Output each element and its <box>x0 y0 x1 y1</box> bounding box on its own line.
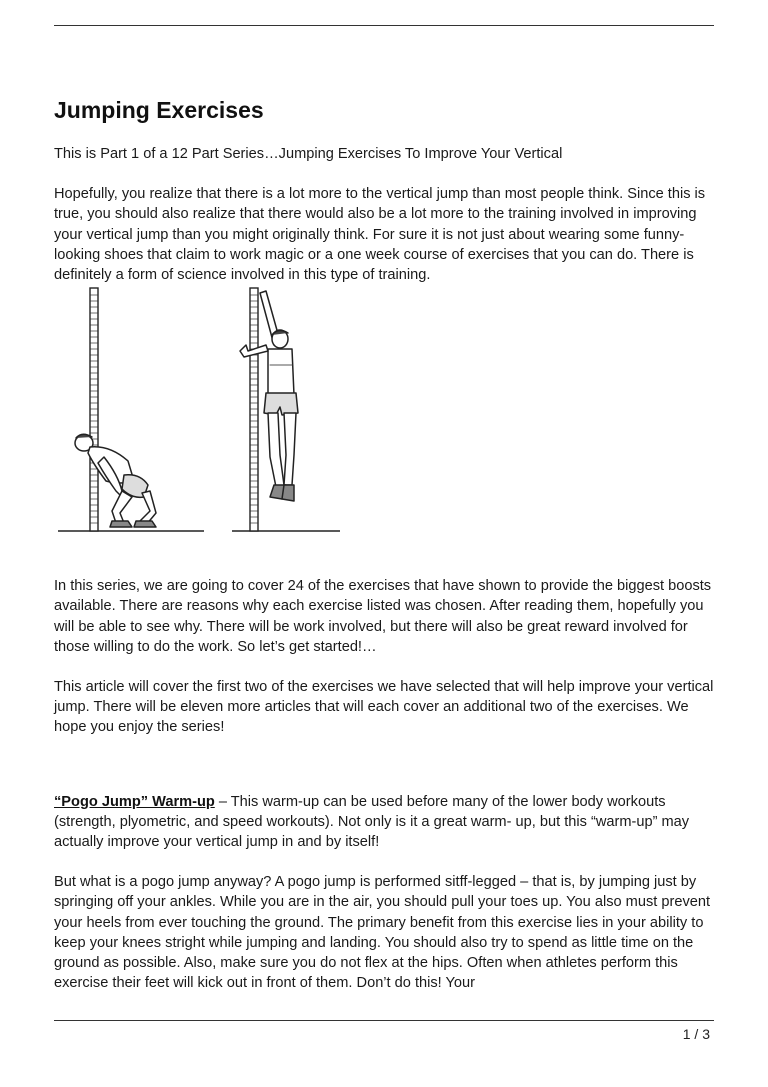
document-title: Jumping Exercises <box>54 97 264 123</box>
series-paragraph: In this series, we are going to cover 24 of the exercises that have shown to provide the biggest boosts available. There are reasons why each exercise listed was chosen. After reading them, hopefully you will be able to see why. There will be work involved, but there will also be great reward involved for those willing to do the work. So let’s get started!… <box>54 578 712 655</box>
pogo-jump-description: – This warm-up can be used before many of the lower body workouts (strength, plyometric, and speed workouts). Not only is it a great warm- up, but this “warm-up” may actually improve your vertical jump in and by itself! <box>54 793 690 851</box>
intro-paragraph: Hopefully, you realize that there is a lot more to the vertical jump than most people think. Since this is true, you should also realize that there would also be a lot more to the training involved in improving your vertical jump than you might originally think. For sure it is not just about wearing some funny-looking shoes that claim to work magic or a one week course of exercises that you can do. There is definitely a form of science involved in this type of training. <box>54 186 706 284</box>
section-spacer <box>54 738 714 792</box>
jumping-athlete <box>240 291 298 501</box>
series-subtitle: This is Part 1 of a 12 Part Series…Jumping Exercises To Improve Your Vertical <box>54 146 563 162</box>
document-body <box>54 96 714 993</box>
page-indicator: 1 / 3 <box>682 1026 710 1042</box>
crouching-athlete <box>75 434 156 527</box>
pogo-explain-paragraph: But what is a pogo jump anyway? A pogo jump is performed sitff-legged – that is, by jumping just by springing off your ankles. While you are in the air, you should pull your toes up. You also must prevent your heels from ever touching the ground. The primary benefit from this exercise lies in your ability to keep your knees stright while jumping and landing. You should also try to spend as little time on the ground as possible. Also, make sure you do not flex at the hips. Often when athletes perform this exercise their feet will kick out in front of them. Don’t do this! Your <box>54 874 711 992</box>
header-rule <box>54 25 714 26</box>
vertical-jump-illustration <box>54 285 354 541</box>
pogo-jump-link[interactable]: “Pogo Jump” Warm-up <box>54 793 215 810</box>
measuring-pole-right <box>250 288 258 531</box>
jump-figure-svg <box>54 285 354 541</box>
footer-rule <box>54 1020 714 1021</box>
article-paragraph: This article will cover the first two of the exercises we have selected that will help improve your vertical jump. There will be eleven more articles that will each cover an additional two of the exercises. We hope you enjoy the series! <box>54 679 714 736</box>
measuring-pole-left <box>90 288 98 531</box>
pogo-jump-paragraph <box>54 792 714 853</box>
